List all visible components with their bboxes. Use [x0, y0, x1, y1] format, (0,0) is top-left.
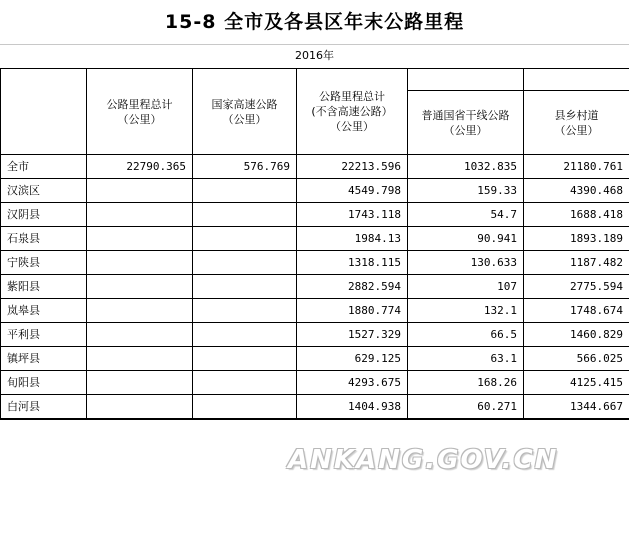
table-cell: [87, 179, 193, 203]
table-row: [1, 179, 629, 203]
col-header-line: 公路里程总计: [319, 90, 385, 103]
table-cell: 4390.468: [524, 179, 629, 203]
col-header-trunk-roads: [408, 91, 524, 155]
table-cell: 566.025: [524, 347, 629, 371]
col-header-expressway: [193, 69, 297, 155]
table-cell: [193, 275, 297, 299]
table-cell: 90.941: [408, 227, 524, 251]
table-cell: 107: [408, 275, 524, 299]
table-row: [1, 251, 629, 275]
col-header-line: （公里）: [443, 123, 488, 137]
table-cell: 1748.674: [524, 299, 629, 323]
table-cell: 576.769: [193, 155, 297, 179]
table-cell: [193, 395, 297, 420]
row-label: 岚皋县: [1, 299, 87, 323]
table-cell: [193, 251, 297, 275]
col-header-line: （公里）: [117, 112, 162, 126]
table-row: [1, 395, 629, 420]
table-cell: [193, 323, 297, 347]
col-header-line: 国家高速公路: [211, 97, 278, 111]
table-cell: 1880.774: [297, 299, 408, 323]
table-cell: [193, 179, 297, 203]
table-row: [1, 155, 629, 179]
table-cell: 1404.938: [297, 395, 408, 420]
col-header-line: 普通国省干线公路: [421, 108, 510, 122]
table-cell: 1688.418: [524, 203, 629, 227]
corner-header: [1, 69, 87, 155]
table-cell: 1893.189: [524, 227, 629, 251]
table-cell: [193, 203, 297, 227]
table-row: [1, 203, 629, 227]
table-row: [1, 227, 629, 251]
col-header-spacer: [524, 69, 629, 91]
table-cell: 168.26: [408, 371, 524, 395]
table-cell: 22213.596: [297, 155, 408, 179]
table-cell: 2882.594: [297, 275, 408, 299]
row-label: 汉滨区: [1, 179, 87, 203]
row-label: 石泉县: [1, 227, 87, 251]
table-cell: 1318.115: [297, 251, 408, 275]
table-cell: 130.633: [408, 251, 524, 275]
col-header-total-excl-expressway: [297, 69, 408, 155]
table-cell: 132.1: [408, 299, 524, 323]
table-cell: [87, 227, 193, 251]
table-cell: 159.33: [408, 179, 524, 203]
table-cell: [193, 299, 297, 323]
page-title: 15-8 全市及各县区年末公路里程: [164, 11, 465, 33]
table-cell: 4293.675: [297, 371, 408, 395]
table-cell: 1984.13: [297, 227, 408, 251]
table-cell: 1032.835: [408, 155, 524, 179]
table-cell: 1460.829: [524, 323, 629, 347]
table-row: [1, 299, 629, 323]
row-label: 旬阳县: [1, 371, 87, 395]
table-row: [1, 323, 629, 347]
table-cell: [193, 371, 297, 395]
table-row: [1, 347, 629, 371]
table-cell: 2775.594: [524, 275, 629, 299]
table-cell: [87, 395, 193, 420]
table-cell: 4549.798: [297, 179, 408, 203]
table-cell: [193, 347, 297, 371]
col-header-total: [87, 69, 193, 155]
table-cell: [87, 203, 193, 227]
table-cell: 1527.329: [297, 323, 408, 347]
table-cell: [87, 275, 193, 299]
table-cell: 4125.415: [524, 371, 629, 395]
col-header-line: （公里）: [554, 123, 599, 137]
site-watermark: ANKANG.GOV.CN: [288, 445, 559, 475]
row-label: 宁陕县: [1, 251, 87, 275]
table-cell: 66.5: [408, 323, 524, 347]
table-cell: 21180.761: [524, 155, 629, 179]
table-cell: 63.1: [408, 347, 524, 371]
row-label: 白河县: [1, 395, 87, 420]
row-label: 全市: [1, 155, 87, 179]
table-cell: 22790.365: [87, 155, 193, 179]
table-cell: [87, 251, 193, 275]
table-cell: 1344.667: [524, 395, 629, 420]
row-label: 紫阳县: [1, 275, 87, 299]
col-header-rural-roads: [524, 91, 629, 155]
col-header-line: （公里）: [222, 112, 267, 126]
year-label: 2016年: [295, 49, 334, 62]
col-header-line: 县乡村道: [554, 108, 599, 122]
row-label: 镇坪县: [1, 347, 87, 371]
col-header-line: (不含高速公路）: [311, 105, 393, 118]
table-row: [1, 371, 629, 395]
table-cell: [87, 323, 193, 347]
table-cell: 1187.482: [524, 251, 629, 275]
row-label: 汉阴县: [1, 203, 87, 227]
table-cell: 60.271: [408, 395, 524, 420]
table-cell: [87, 347, 193, 371]
col-header-spacer: [408, 69, 524, 91]
row-label: 平利县: [1, 323, 87, 347]
table-cell: 54.7: [408, 203, 524, 227]
col-header-line: （公里）: [330, 120, 374, 133]
table-cell: [87, 371, 193, 395]
table-cell: 1743.118: [297, 203, 408, 227]
table-cell: 629.125: [297, 347, 408, 371]
table-row: [1, 275, 629, 299]
table-cell: [193, 227, 297, 251]
col-header-line: 公路里程总计: [106, 97, 173, 111]
road-mileage-table: [0, 68, 629, 420]
table-cell: [87, 299, 193, 323]
